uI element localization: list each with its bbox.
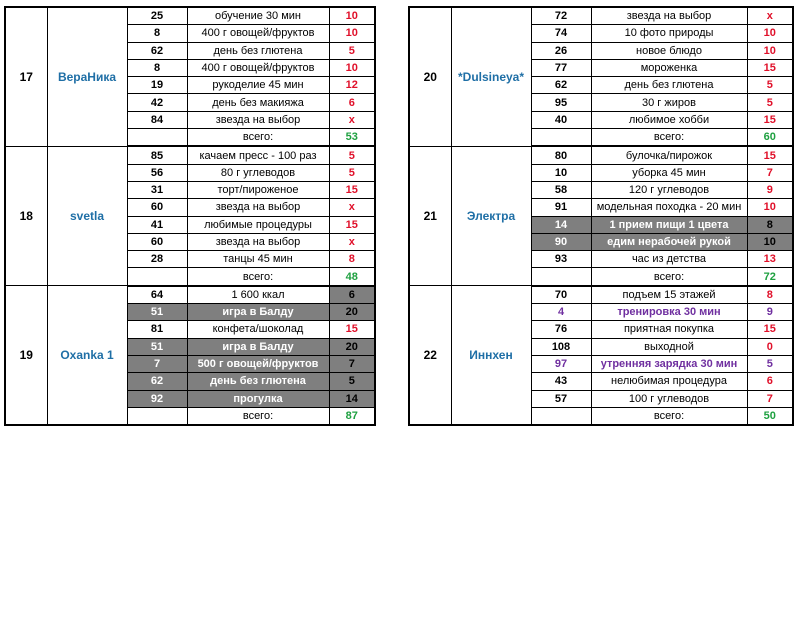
task-name: торт/пироженое: [187, 181, 329, 198]
task-points: x: [329, 199, 375, 216]
participant-name: Электра: [451, 146, 531, 285]
task-name: 120 г углеводов: [591, 181, 747, 198]
total-label: всего:: [187, 129, 329, 147]
participant-number: 22: [409, 286, 451, 425]
table-row: [5, 286, 375, 304]
table-row: [409, 7, 793, 25]
table-row: [5, 146, 375, 164]
task-code: 80: [531, 146, 591, 164]
task-code: 57: [531, 390, 591, 407]
task-code: 8: [127, 59, 187, 76]
task-code: 14: [531, 216, 591, 233]
task-code: 92: [127, 390, 187, 407]
task-code: 64: [127, 286, 187, 304]
task-points: 10: [747, 233, 793, 250]
task-code: 25: [127, 7, 187, 25]
task-code: 7: [127, 355, 187, 372]
total-value: 53: [329, 129, 375, 147]
task-points: 10: [747, 42, 793, 59]
task-code: 31: [127, 181, 187, 198]
table-row: [409, 146, 793, 164]
task-points: x: [747, 7, 793, 25]
task-name: обучение 30 мин: [187, 7, 329, 25]
total-value: 48: [329, 268, 375, 286]
task-code: 90: [531, 233, 591, 250]
task-points: 15: [747, 59, 793, 76]
task-code: 51: [127, 304, 187, 321]
task-points: 7: [747, 390, 793, 407]
task-name: 500 г овощей/фруктов: [187, 355, 329, 372]
task-name: 1 прием пищи 1 цвета: [591, 216, 747, 233]
task-code: 76: [531, 321, 591, 338]
task-code: 108: [531, 338, 591, 355]
task-code: 56: [127, 164, 187, 181]
task-name: уборка 45 мин: [591, 164, 747, 181]
task-name: едим нерабочей рукой: [591, 233, 747, 250]
task-name: игра в Балду: [187, 338, 329, 355]
task-name: 10 фото природы: [591, 25, 747, 42]
total-value: 87: [329, 407, 375, 425]
participant-name: svetla: [47, 146, 127, 285]
participant-number: 17: [5, 7, 47, 146]
task-points: 15: [329, 181, 375, 198]
task-points: 6: [329, 286, 375, 304]
task-code: 91: [531, 199, 591, 216]
total-label: всего:: [591, 407, 747, 425]
task-points: 20: [329, 338, 375, 355]
task-points: 10: [747, 25, 793, 42]
task-code: 93: [531, 251, 591, 268]
participant-number: 19: [5, 286, 47, 425]
task-name: нелюбимая процедура: [591, 373, 747, 390]
task-code: 62: [127, 373, 187, 390]
task-points: 7: [747, 164, 793, 181]
task-code: 40: [531, 111, 591, 128]
task-points: 15: [329, 216, 375, 233]
task-points: 10: [329, 25, 375, 42]
empty-cell: [127, 268, 187, 286]
task-name: подъем 15 этажей: [591, 286, 747, 304]
task-name: час из детства: [591, 251, 747, 268]
task-code: 62: [531, 77, 591, 94]
left-score-table: [4, 6, 376, 426]
total-value: 60: [747, 129, 793, 147]
task-code: 10: [531, 164, 591, 181]
total-label: всего:: [187, 268, 329, 286]
task-points: 12: [329, 77, 375, 94]
task-code: 84: [127, 111, 187, 128]
participant-name: ВераНика: [47, 7, 127, 146]
task-name: мороженка: [591, 59, 747, 76]
task-points: 5: [329, 42, 375, 59]
task-points: 15: [747, 111, 793, 128]
task-name: 1 600 ккал: [187, 286, 329, 304]
task-points: 14: [329, 390, 375, 407]
task-points: 15: [747, 321, 793, 338]
task-points: 9: [747, 304, 793, 321]
task-points: 13: [747, 251, 793, 268]
task-code: 74: [531, 25, 591, 42]
total-value: 50: [747, 407, 793, 425]
task-code: 58: [531, 181, 591, 198]
task-name: день без макияжа: [187, 94, 329, 111]
total-label: всего:: [591, 129, 747, 147]
task-points: 8: [747, 216, 793, 233]
task-code: 81: [127, 321, 187, 338]
task-name: 30 г жиров: [591, 94, 747, 111]
total-value: 72: [747, 268, 793, 286]
task-name: звезда на выбор: [187, 233, 329, 250]
task-code: 43: [531, 373, 591, 390]
task-name: 100 г углеводов: [591, 390, 747, 407]
task-points: 10: [329, 7, 375, 25]
participant-number: 21: [409, 146, 451, 285]
task-points: 6: [747, 373, 793, 390]
task-name: день без глютена: [187, 373, 329, 390]
empty-cell: [531, 268, 591, 286]
task-name: звезда на выбор: [187, 111, 329, 128]
task-code: 51: [127, 338, 187, 355]
empty-cell: [127, 129, 187, 147]
task-points: 15: [329, 321, 375, 338]
task-name: день без глютена: [187, 42, 329, 59]
task-points: 0: [747, 338, 793, 355]
task-code: 72: [531, 7, 591, 25]
task-points: x: [329, 233, 375, 250]
task-code: 97: [531, 355, 591, 372]
task-name: тренировка 30 мин: [591, 304, 747, 321]
task-name: день без глютена: [591, 77, 747, 94]
task-points: 10: [747, 199, 793, 216]
right-score-table: [408, 6, 794, 426]
total-label: всего:: [591, 268, 747, 286]
task-code: 70: [531, 286, 591, 304]
task-code: 85: [127, 146, 187, 164]
task-name: танцы 45 мин: [187, 251, 329, 268]
table-row: [409, 286, 793, 304]
task-code: 8: [127, 25, 187, 42]
empty-cell: [531, 407, 591, 425]
task-points: 7: [329, 355, 375, 372]
task-points: 9: [747, 181, 793, 198]
task-name: 400 г овощей/фруктов: [187, 59, 329, 76]
task-name: булочка/пирожок: [591, 146, 747, 164]
task-code: 95: [531, 94, 591, 111]
task-name: утренняя зарядка 30 мин: [591, 355, 747, 372]
task-points: 8: [747, 286, 793, 304]
empty-cell: [531, 129, 591, 147]
task-code: 26: [531, 42, 591, 59]
task-name: 400 г овощей/фруктов: [187, 25, 329, 42]
empty-cell: [127, 407, 187, 425]
task-name: качаем пресс - 100 раз: [187, 146, 329, 164]
task-points: 6: [329, 94, 375, 111]
task-points: 20: [329, 304, 375, 321]
task-points: 5: [747, 77, 793, 94]
task-name: любимые процедуры: [187, 216, 329, 233]
task-name: игра в Балду: [187, 304, 329, 321]
task-name: звезда на выбор: [591, 7, 747, 25]
task-code: 19: [127, 77, 187, 94]
task-code: 77: [531, 59, 591, 76]
participant-name: *Dulsineya*: [451, 7, 531, 146]
task-points: 5: [747, 94, 793, 111]
task-points: x: [329, 111, 375, 128]
task-name: звезда на выбор: [187, 199, 329, 216]
task-points: 5: [329, 146, 375, 164]
task-code: 4: [531, 304, 591, 321]
task-name: прогулка: [187, 390, 329, 407]
task-name: 80 г углеводов: [187, 164, 329, 181]
participant-name: Oxanka 1: [47, 286, 127, 425]
task-points: 5: [329, 164, 375, 181]
task-code: 42: [127, 94, 187, 111]
task-name: приятная покупка: [591, 321, 747, 338]
task-code: 41: [127, 216, 187, 233]
task-code: 62: [127, 42, 187, 59]
task-name: модельная походка - 20 мин: [591, 199, 747, 216]
task-points: 5: [747, 355, 793, 372]
task-name: любимое хобби: [591, 111, 747, 128]
task-name: новое блюдо: [591, 42, 747, 59]
task-code: 28: [127, 251, 187, 268]
task-code: 60: [127, 199, 187, 216]
task-points: 8: [329, 251, 375, 268]
task-points: 15: [747, 146, 793, 164]
task-points: 10: [329, 59, 375, 76]
task-name: конфета/шоколад: [187, 321, 329, 338]
total-label: всего:: [187, 407, 329, 425]
task-points: 5: [329, 373, 375, 390]
participant-number: 20: [409, 7, 451, 146]
task-name: выходной: [591, 338, 747, 355]
task-name: рукоделие 45 мин: [187, 77, 329, 94]
task-code: 60: [127, 233, 187, 250]
participant-name: Иннхен: [451, 286, 531, 425]
table-row: [5, 7, 375, 25]
participant-number: 18: [5, 146, 47, 285]
